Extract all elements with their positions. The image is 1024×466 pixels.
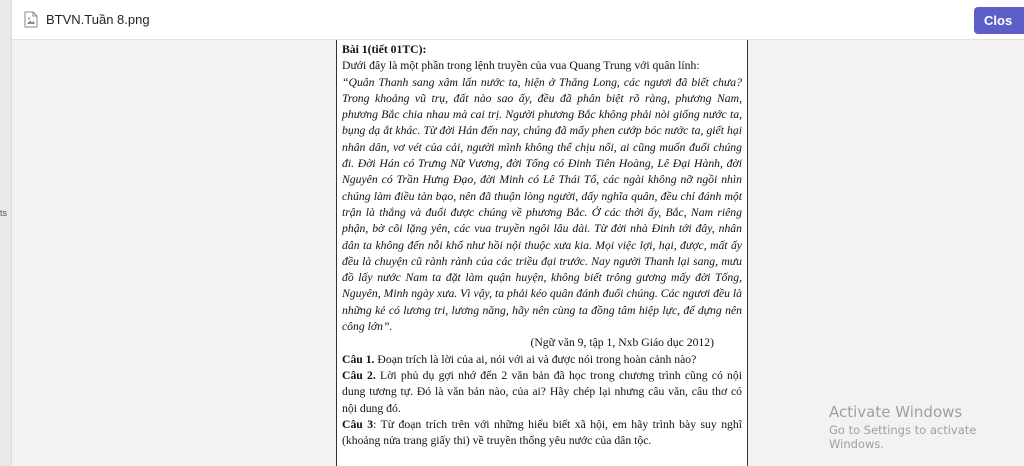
- question-label: Câu 2.: [342, 368, 376, 382]
- file-name: BTVN.Tuần 8.png: [46, 12, 150, 27]
- question-item: [342, 352, 742, 368]
- passage-source: (Ngữ văn 9, tập 1, Nxb Giáo dục 2012): [530, 336, 714, 350]
- exercise-intro: Dưới đây là một phần trong lệnh truyền của vua Quang Trung với quân lính:: [342, 59, 700, 73]
- left-app-rail: [0, 0, 12, 466]
- close-button[interactable]: Clos: [974, 7, 1024, 34]
- question-label: Câu 1.: [342, 352, 375, 366]
- question-text: Đoạn trích là lời của ai, nói với ai và được nói trong hoàn cảnh nào?: [374, 352, 697, 366]
- quoted-passage: “Quân Thanh sang xâm lấn nước ta, hiện ở Thăng Long, các ngươi đã biết chưa? Trong khoảng vũ trụ, đất nào sao ấy, đều đã phân biệt rõ ràng, phương Nam, phương Bắc chia nhau mà cai trị. Người phương Bắc không phải nòi giống nước ta, bụng dạ ắt khác. Từ đời Hán đến nay, chúng đã mấy phen cướp bóc nước ta, giết hại nhân dân, vơ vét của cải, người mình không thể chịu nổi, ai cũng muốn đuổi chúng đi. Đời Hán có Trưng Nữ Vương, đời Tống có Đinh Tiên Hoàng, Lê Đại Hành, đời Nguyên có Trần Hưng Đạo, đời Minh có Lê Thái Tổ, các ngài không nỡ ngồi nhìn chúng làm điều tàn bạo, nên đã thuận lòng người, dấy nghĩa quân, đều chỉ đánh một trận là thắng và đuổi được chúng về phương Bắc. Ở các thời ấy, Bắc, Nam riêng phận, bờ cõi lặng yên, các vua truyền ngôi lâu dài. Từ đời nhà Đinh tới đây, nhân dân ta không đến nỗi khổ như hồi nội thuộc xưa kia. Mọi việc lợi, hại, được, mất ấy đều là chuyện cũ rành rành của các triều đại trước. Nay người Thanh lại sang, mưu đồ lấy nước Nam ta đặt làm quận huyện, không biết trông gương mấy đời Tống, Nguyên, Minh ngày xưa. Vì vậy, ta phải kéo quân đánh đuổi chúng. Các ngươi đều là những kẻ có lương tri, lương năng, hãy nên cùng ta đồng tâm hiệp lực, để dựng nên công lớn”.: [342, 75, 742, 334]
- question-item: [342, 417, 742, 450]
- question-text: Lời phủ dụ gợi nhớ đến 2 văn bản đã học trong chương trình cũng có nội dung tương tự. Đó là văn bản nào, của ai? Hãy chép lại nhưng câu văn, câu thơ có nội dung đó.: [342, 368, 742, 415]
- question-text: : Từ đoạn trích trên với những hiểu biết xã hội, em hãy trình bày suy nghĩ (khoảng nửa trang giấy thi) về truyền thống yêu nước của dân tộc.: [342, 417, 742, 448]
- exercise-title: Bài 1(tiết 01TC):: [342, 43, 427, 56]
- rail-text-fragment: ts: [0, 208, 8, 218]
- question-item: [342, 368, 742, 417]
- image-file-icon: [24, 11, 38, 28]
- watermark-subtitle: Go to Settings to activate Windows.: [829, 423, 977, 451]
- document-image: [336, 40, 748, 466]
- watermark-title: Activate Windows: [829, 403, 963, 421]
- viewer-header: [12, 0, 1024, 40]
- activation-watermark: [829, 403, 1024, 451]
- question-label: Câu 3: [342, 417, 374, 431]
